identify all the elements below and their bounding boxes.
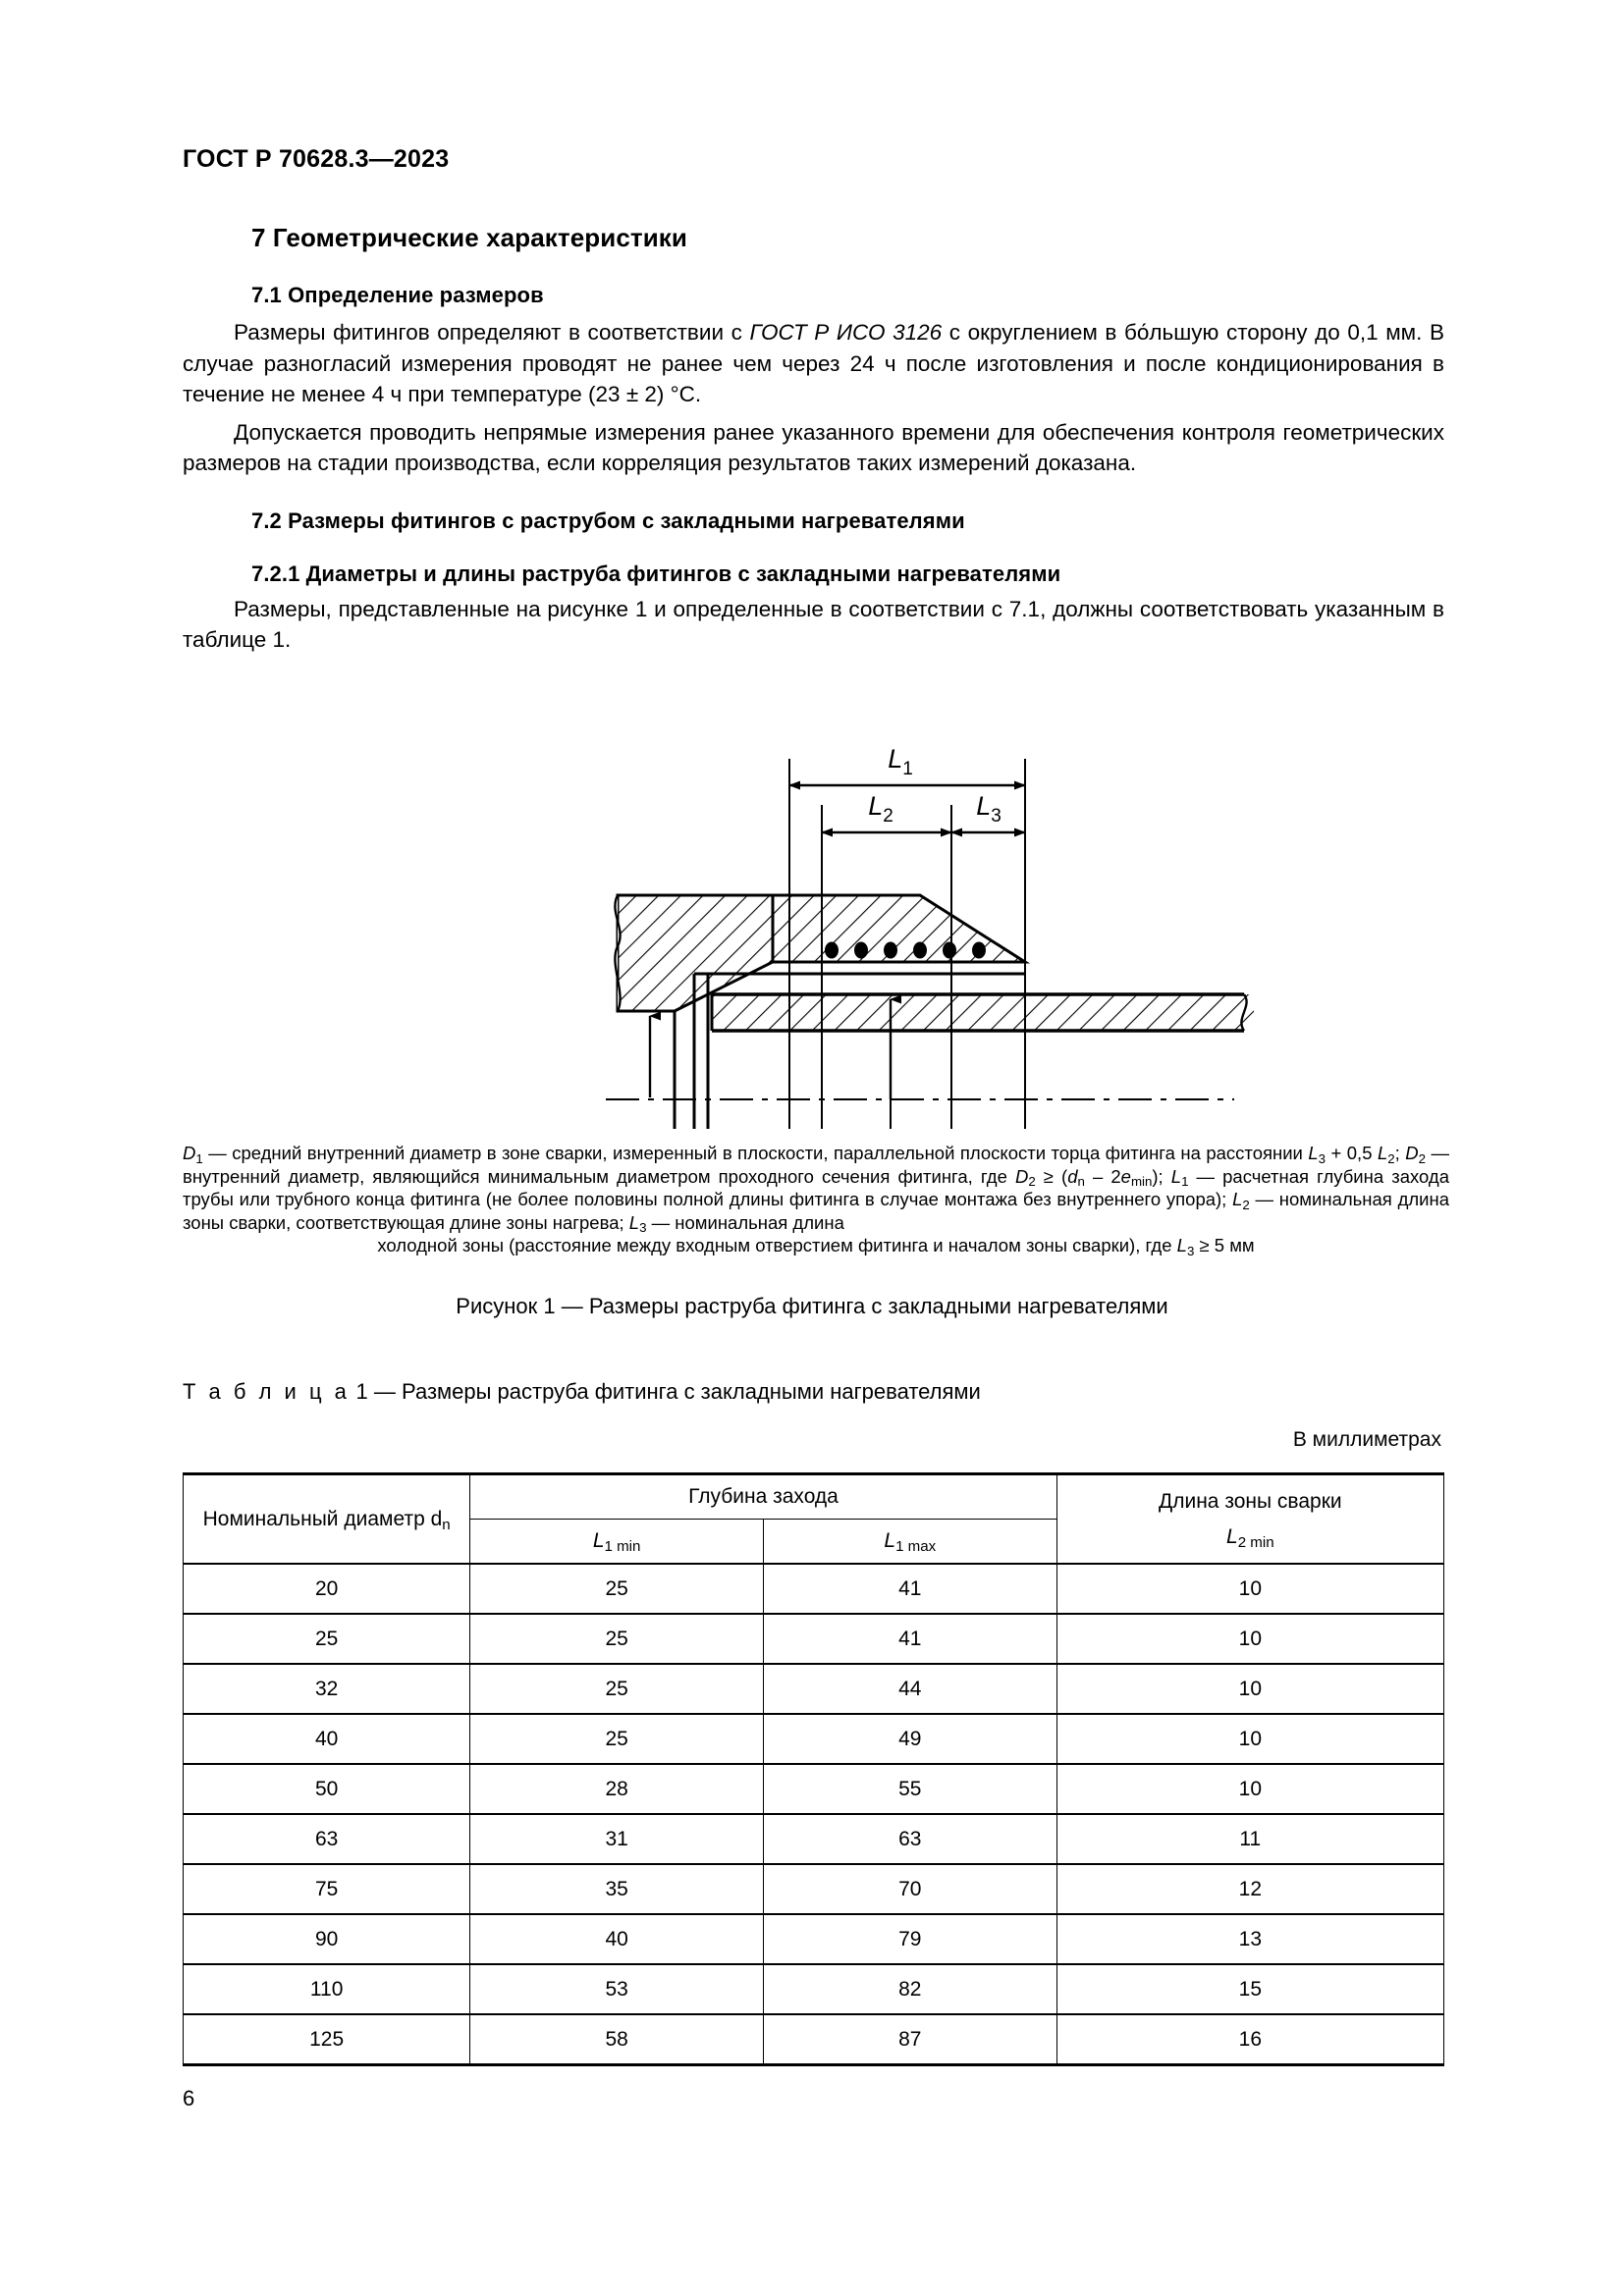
figure-1 [0,717,1624,1139]
header-group-engagement-depth: Глубина захода [470,1474,1056,1520]
table-cell: 10 [1056,1614,1443,1664]
table-cell: 32 [184,1664,470,1714]
table-cell: 49 [763,1714,1056,1764]
table-cell: 63 [184,1814,470,1864]
table-row [184,1864,1444,1914]
table-cell: 20 [184,1564,470,1614]
table-cell: 10 [1056,1714,1443,1764]
table-cell: 55 [763,1764,1056,1814]
legend-text: $D_1$ — средний внутренний диаметр в зоне сварки, измеренный в плоскости, параллельной плоскости торца фитинга на расстоянии $L_3 + 0,5$ $L_2$; $D_2$ — внутренний диаметр, являющийся минимальным диаметром проходного сечения фитинга, где $D_2 \ge (d_n - 2e_{min})$; $L_1$ — расчетная глубина захода трубы или трубного конца фитинга (не более половины полной длины фитинга в случае монтажа без внутреннего упора); $L_2$ — номинальная длина зоны сварки, соответствующая длине зоны нагрева; $L_3$ — номинальная длина [183,1143,1450,1236]
table-1-socket-dimensions [183,1472,1444,2066]
legend-last-line: холодной зоны (расстояние между входным отверстием фитинга и началом зоны сварки), где $L_3 \ge 5$ мм [377,1235,1255,1258]
paragraph-7-1-b: Допускается проводить непрямые измерения ранее указанного времени для обеспечения контроля геометрических размеров на стадии производства, если корреляция результатов таких измерений доказана. [183,419,1444,475]
table-cell: 12 [1056,1864,1443,1914]
table-cell: 79 [763,1914,1056,1964]
table-body [184,1564,1444,2065]
table-cell: 53 [470,1964,764,2014]
header-l1-min-label: L [592,1529,605,1552]
table-title [183,1379,981,1405]
table-title-rest: 1 — Размеры раструба фитинга с закладными нагревателями [355,1379,981,1404]
label-L1: $L_1$ [888,744,913,779]
table-row [184,1614,1444,1664]
content-column [183,211,1444,656]
table-cell: 41 [763,1614,1056,1664]
table-title-prefix: Т а б л и ц а [183,1379,351,1404]
table-cell: 25 [470,1614,764,1664]
header-l1-max-sub: 1 max [895,1538,937,1556]
table-row [184,1664,1444,1714]
header-weld-zone-length-sub: 2 min [1237,1533,1274,1551]
fitting-socket-drawing [370,717,1254,1129]
table-cell: 35 [470,1864,764,1914]
table-cell: 16 [1056,2014,1443,2065]
label-L2: $L_2$ [868,791,893,827]
table-row [184,1714,1444,1764]
table-cell: 40 [184,1714,470,1764]
section-heading-7: 7 Геометрические характеристики [251,223,688,252]
table-header-row-1 [184,1474,1444,1520]
table-cell: 25 [184,1614,470,1664]
figure-legend [183,1142,1449,1257]
paragraph-7-1-a-text1: Размеры фитингов определяют в соответствии с [234,320,750,345]
header-l1-max-label: L [884,1529,896,1552]
table-cell: 50 [184,1764,470,1814]
table-cell: 15 [1056,1964,1443,2014]
header-nominal-diameter-sub: n [442,1516,451,1533]
table-cell: 87 [763,2014,1056,2065]
section-heading-7-1: 7.1 Определение размеров [251,283,544,307]
table-cell: 10 [1056,1564,1443,1614]
paragraph-7-2-1: Размеры, представленные на рисунке 1 и определенные в соответствии с 7.1, должны соответствовать указанным в таблице 1. [183,596,1444,652]
table-cell: 40 [470,1914,764,1964]
label-L3: $L_3$ [976,791,1001,827]
section-heading-7-2-1: 7.2.1 Диаметры и длины раструба фитингов с закладными нагревателями [251,561,1061,586]
header-l1-max [763,1520,1056,1565]
standard-header: ГОСТ Р 70628.3—2023 [183,145,450,173]
header-nominal-diameter-label: Номинальный диаметр d [202,1507,443,1530]
table-cell: 25 [470,1564,764,1614]
table-cell: 63 [763,1814,1056,1864]
table-cell: 10 [1056,1664,1443,1714]
table-cell: 125 [184,2014,470,2065]
table-head [184,1474,1444,1565]
table-cell: 44 [763,1664,1056,1714]
table-cell: 31 [470,1814,764,1864]
table-row [184,1914,1444,1964]
header-weld-zone-length-line2: L [1226,1524,1238,1548]
table-cell: 28 [470,1764,764,1814]
table-row [184,2014,1444,2065]
table-row [184,1814,1444,1864]
table-cell: 13 [1056,1914,1443,1964]
table-cell: 82 [763,1964,1056,2014]
table-row [184,1564,1444,1614]
header-weld-zone-length [1056,1474,1443,1565]
table-cell: 10 [1056,1764,1443,1814]
reference-gost-iso-3126: ГОСТ Р ИСО 3126 [749,320,943,345]
paragraph-7-1-a-text2: с округлением в бо́льшую сторону до 0,1 мм. В случае разногласий измерения проводят не ранее чем через 24 ч после изготовления и после кондиционирования в течение не менее 4 ч при температуре (23 ± 2) °С. [183,320,1444,406]
header-l1-min-sub: 1 min [604,1538,641,1556]
table-cell: 110 [184,1964,470,2014]
paragraph-7-1-a [183,317,1444,410]
table-cell: 70 [763,1864,1056,1914]
table-units-note: В миллиметрах [1292,1428,1441,1451]
table-cell: 25 [470,1714,764,1764]
table-cell: 41 [763,1564,1056,1614]
table-row [184,1764,1444,1814]
page-number: 6 [183,2086,195,2110]
table-cell: 75 [184,1864,470,1914]
table-cell: 25 [470,1664,764,1714]
table-row [184,1964,1444,2014]
figure-caption: Рисунок 1 — Размеры раструба фитинга с закладными нагревателями [456,1294,1168,1318]
header-weld-zone-length-line1: Длина зоны сварки [1159,1489,1342,1513]
table-cell: 11 [1056,1814,1443,1864]
header-nominal-diameter [184,1474,470,1565]
section-heading-7-2: 7.2 Размеры фитингов с раструбом с закладными нагревателями [251,507,965,533]
table-cell: 90 [184,1914,470,1964]
table-cell: 58 [470,2014,764,2065]
header-l1-min [470,1520,764,1565]
